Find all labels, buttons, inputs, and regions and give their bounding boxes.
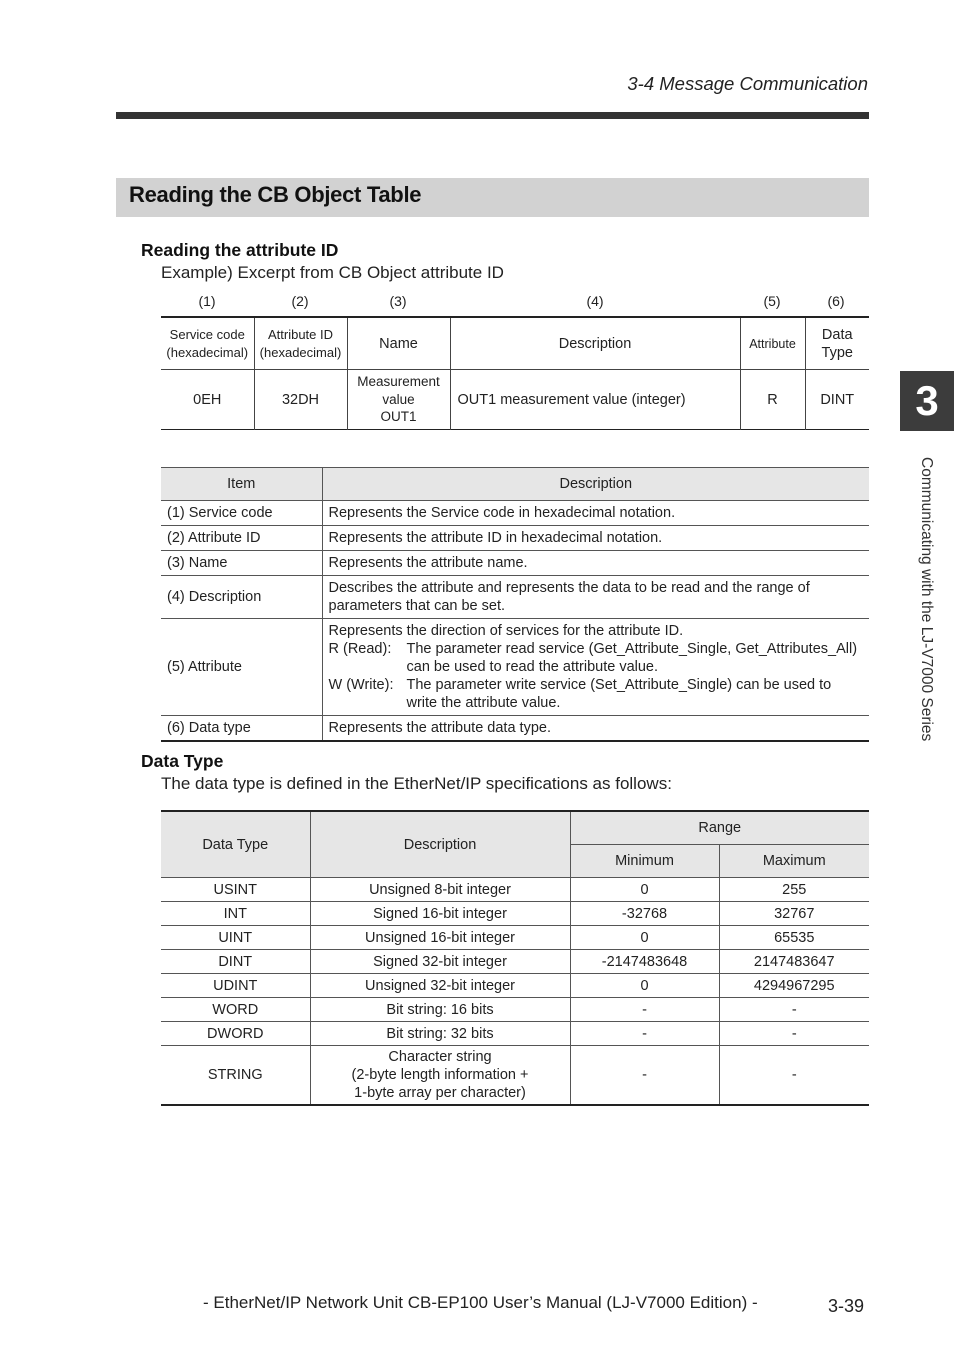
attribute-desc-intro: Represents the direction of services for the attribute ID.	[328, 623, 684, 639]
header-line: Attribute ID	[267, 326, 334, 342]
cell-line: value	[382, 391, 415, 407]
header-line: Data	[821, 326, 853, 343]
header-line: Type	[821, 344, 853, 361]
column-header-description: Description	[310, 811, 570, 878]
cell-maximum: -	[719, 1022, 869, 1046]
cell-description	[322, 619, 869, 716]
cell-description: Describes the attribute and represents the data to be read and the range of parameters that can be set.	[322, 576, 869, 619]
attribute-id-intro: Example) Excerpt from CB Object attribute ID	[161, 263, 504, 282]
cell-item: (2) Attribute ID	[161, 526, 322, 551]
cell-description: Represents the Service code in hexadecimal notation.	[322, 501, 869, 526]
cell-description: Signed 32-bit integer	[310, 950, 570, 974]
column-header-data-type	[805, 317, 869, 370]
cell-maximum: 32767	[719, 902, 869, 926]
chapter-side-label: Communicating with the LJ-V7000 Series	[918, 457, 935, 742]
column-header-item: Item	[161, 468, 322, 501]
cell-item: (5) Attribute	[161, 619, 322, 716]
cell-description: Represents the attribute name.	[322, 551, 869, 576]
cell-type: DWORD	[161, 1022, 310, 1046]
cell-minimum: 0	[570, 926, 719, 950]
cell-maximum: 4294967295	[719, 974, 869, 998]
table-row	[161, 950, 869, 974]
cell-line: (2-byte length information +	[351, 1067, 529, 1083]
cell-attribute-id: 32DH	[254, 370, 347, 430]
table-row	[161, 501, 869, 526]
cell-minimum: -32768	[570, 902, 719, 926]
cell-description: Unsigned 16-bit integer	[310, 926, 570, 950]
write-text: The parameter write service (Set_Attribute_Single) can be used to write the attribute value.	[406, 677, 832, 711]
table-header-row	[161, 468, 869, 501]
page-number: 3-39	[828, 1296, 865, 1316]
table-row	[161, 526, 869, 551]
cell-line: 1-byte array per character)	[354, 1085, 526, 1101]
cell-type: UINT	[161, 926, 310, 950]
cell-item: (3) Name	[161, 551, 322, 576]
header-line: Service code	[169, 326, 245, 342]
read-text: The parameter read service (Get_Attribute_Single, Get_Attributes_All) can be used to read the attribute value.	[406, 641, 858, 675]
running-header: 3-4 Message Communication	[627, 73, 868, 94]
cell-service-code: 0EH	[161, 370, 254, 430]
column-index: (4)	[586, 293, 604, 309]
data-type-heading: Data Type	[141, 751, 224, 771]
table-row	[161, 1022, 869, 1046]
column-header-minimum: Minimum	[570, 845, 719, 878]
table-row	[161, 974, 869, 998]
table-row	[161, 716, 869, 742]
column-index: (6)	[827, 293, 845, 309]
cell-minimum: -	[570, 998, 719, 1022]
column-header-description: Description	[322, 468, 869, 501]
write-key: W (Write):	[328, 677, 394, 693]
cell-description: Unsigned 32-bit integer	[310, 974, 570, 998]
cell-name	[347, 370, 450, 430]
header-line: (hexadecimal)	[166, 344, 249, 360]
cell-maximum: -	[719, 1046, 869, 1106]
column-header-range: Range	[570, 811, 869, 845]
read-key: R (Read):	[328, 641, 392, 657]
column-index: (3)	[389, 293, 407, 309]
table-header-row	[161, 811, 869, 845]
cell-type: WORD	[161, 998, 310, 1022]
table-row	[161, 370, 869, 430]
cell-maximum: 65535	[719, 926, 869, 950]
column-header-description: Description	[450, 317, 740, 370]
table-row	[161, 576, 869, 619]
header-line: (hexadecimal)	[259, 344, 342, 360]
read-line	[329, 640, 864, 676]
cell-description: Signed 16-bit integer	[310, 902, 570, 926]
column-header-service-code	[161, 317, 254, 370]
attribute-id-example-table	[161, 316, 869, 430]
cell-minimum: 0	[570, 974, 719, 998]
attribute-id-heading: Reading the attribute ID	[141, 240, 339, 260]
column-index-row	[161, 293, 869, 313]
column-header-maximum: Maximum	[719, 845, 869, 878]
table-header-row	[161, 317, 869, 370]
cell-data-type: DINT	[805, 370, 869, 430]
cell-minimum: -	[570, 1022, 719, 1046]
cell-minimum: -	[570, 1046, 719, 1106]
cell-item: (1) Service code	[161, 501, 322, 526]
data-type-intro: The data type is defined in the EtherNet/IP specifications as follows:	[161, 774, 672, 793]
table-row	[161, 878, 869, 902]
cell-maximum: 2147483647	[719, 950, 869, 974]
cell-description: OUT1 measurement value (integer)	[450, 370, 740, 430]
section-title: Reading the CB Object Table	[129, 182, 422, 207]
column-header-data-type: Data Type	[161, 811, 310, 878]
cell-line: Character string	[388, 1049, 492, 1065]
item-description-table	[161, 467, 869, 742]
cell-minimum: 0	[570, 878, 719, 902]
table-row	[161, 926, 869, 950]
cell-minimum: -2147483648	[570, 950, 719, 974]
cell-description: Represents the attribute ID in hexadecimal notation.	[322, 526, 869, 551]
table-row	[161, 1046, 869, 1106]
footer-manual-title: - EtherNet/IP Network Unit CB-EP100 User’s Manual (LJ-V7000 Edition) -	[203, 1293, 758, 1312]
cell-description: Represents the attribute data type.	[322, 716, 869, 742]
cell-type: DINT	[161, 950, 310, 974]
header-rule	[116, 112, 869, 119]
table-row	[161, 619, 869, 716]
column-index: (2)	[291, 293, 309, 309]
write-line	[329, 676, 864, 712]
cell-description: Unsigned 8-bit integer	[310, 878, 570, 902]
cell-line: OUT1	[380, 409, 417, 425]
cell-type: UDINT	[161, 974, 310, 998]
data-type-table	[161, 810, 869, 1106]
cell-description	[310, 1046, 570, 1106]
column-header-attribute-id	[254, 317, 347, 370]
table-row	[161, 998, 869, 1022]
section-title-bar	[116, 178, 869, 217]
cell-item: (6) Data type	[161, 716, 322, 742]
cell-type: STRING	[161, 1046, 310, 1106]
cell-attribute: R	[740, 370, 805, 430]
column-index: (5)	[763, 293, 781, 309]
column-index: (1)	[198, 293, 216, 309]
cell-type: INT	[161, 902, 310, 926]
cell-type: USINT	[161, 878, 310, 902]
cell-maximum: -	[719, 998, 869, 1022]
chapter-number-tab: 3	[900, 371, 954, 431]
column-header-name: Name	[347, 317, 450, 370]
cell-item: (4) Description	[161, 576, 322, 619]
table-row	[161, 902, 869, 926]
table-row	[161, 551, 869, 576]
column-header-attribute: Attribute	[740, 317, 805, 370]
cell-maximum: 255	[719, 878, 869, 902]
cell-line: Measurement	[357, 374, 440, 390]
cell-description: Bit string: 32 bits	[310, 1022, 570, 1046]
cell-description: Bit string: 16 bits	[310, 998, 570, 1022]
